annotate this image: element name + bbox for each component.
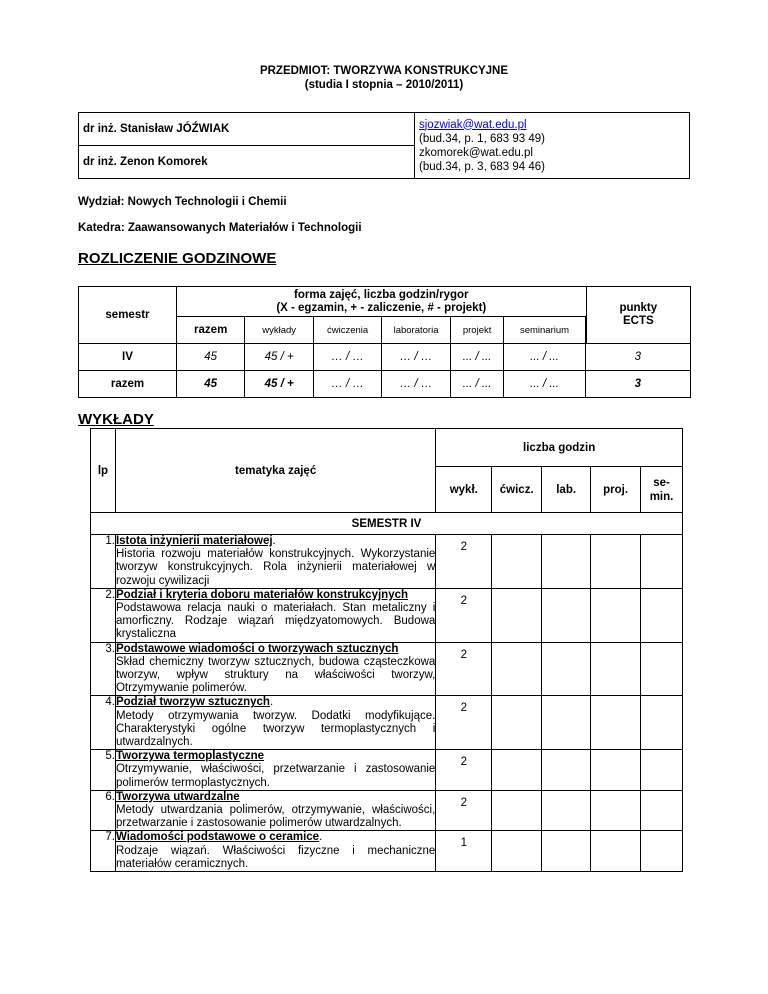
lecture-lab-cell [542, 750, 591, 791]
lecture-hours: 2 [436, 642, 492, 696]
lecture-cwicz-cell [492, 535, 542, 589]
lecture-row [91, 588, 683, 642]
lecture-number: 1. [91, 535, 116, 589]
col-semin-line2: min. [649, 490, 674, 503]
lecture-description: Rodzaje wiązań. Właściwości fizyczne i mechaniczne materiałów ceramicznych. [115, 844, 436, 870]
lecture-row [91, 642, 683, 696]
lecture-description: Metody utwardzania polimerów, otrzymywanie, właściwości, przetwarzanie i zastosowanie polimerów utwardzalnych. [115, 804, 436, 830]
lecture-title: Istota inżynierii materiałowej [115, 535, 273, 547]
col-ects [586, 287, 690, 344]
lecture-hours: 2 [436, 696, 492, 750]
col-wykl: wykł. [436, 467, 492, 513]
lecture-cwicz-cell [492, 642, 542, 696]
lecturer-2-name: dr inż. Zenon Komorek [79, 146, 415, 179]
lecture-proj-cell [591, 696, 641, 750]
lectures-section-title: WYKŁADY [78, 411, 154, 428]
lecture-title: Podział i kryteria doboru materiałów konstrukcyjnych [115, 588, 409, 601]
lecture-title: Podstawowe wiadomości o tworzywach sztucznych [115, 642, 399, 655]
document-subtitle: (studia I stopnia – 2010/2011) [304, 79, 464, 91]
row-projekt: ... / ... [450, 344, 504, 371]
lecture-hours: 2 [436, 790, 492, 831]
col-semin [641, 467, 683, 513]
lecture-row [91, 750, 683, 791]
lecture-number: 3. [91, 642, 116, 696]
row-ects: 3 [585, 344, 690, 371]
lecture-semin-cell [641, 831, 683, 872]
lecture-topic [115, 696, 435, 750]
hours-row [79, 344, 691, 371]
row-razem: 45 [176, 344, 244, 371]
lecture-row [91, 831, 683, 872]
lecture-semin-cell [641, 588, 683, 642]
lecture-number: 2. [91, 588, 116, 642]
lecture-cwicz-cell [492, 696, 542, 750]
lecture-proj-cell [591, 750, 641, 791]
lecture-title: Wiadomości podstawowe o ceramice [115, 831, 320, 844]
lecture-proj-cell [591, 790, 641, 831]
lecturer-1-email[interactable]: sjozwiak@wat.edu.pl [419, 118, 527, 131]
total-cwiczenia: … / … [313, 371, 381, 398]
lecture-semin-cell [641, 535, 683, 589]
row-laboratoria: … / … [382, 344, 450, 371]
lecturer-1-name: dr inż. Stanisław JÓŹWIAK [79, 113, 415, 146]
lecture-cwicz-cell [492, 831, 542, 872]
lecture-hours: 2 [436, 588, 492, 642]
row-semester: IV [79, 344, 177, 371]
lecture-semin-cell [641, 696, 683, 750]
lecturer-contacts [415, 113, 690, 179]
hours-row-total [79, 371, 691, 398]
lecture-hours: 2 [436, 750, 492, 791]
lecture-row [91, 535, 683, 589]
col-ects-line1: punkty [619, 302, 658, 314]
lecture-proj-cell [591, 535, 641, 589]
lecture-semin-cell [641, 750, 683, 791]
lecture-title: Tworzywa utwardzalne [115, 790, 240, 803]
lecture-description: Metody otrzymywania tworzyw. Dodatki modyfikujące. Charakterystyki ogólne tworzyw termoplastycznych i utwardzalnych. [115, 709, 436, 749]
col-hours: liczba godzin [436, 429, 683, 467]
hours-table [78, 286, 691, 398]
lecture-proj-cell [591, 642, 641, 696]
lecture-number: 4. [91, 696, 116, 750]
lecture-number: 6. [91, 790, 116, 831]
semester-label: SEMESTR IV [91, 513, 683, 535]
total-razem: 45 [176, 371, 244, 398]
lecture-topic [115, 831, 435, 872]
col-lp: lp [91, 429, 116, 513]
lecture-lab-cell [542, 790, 591, 831]
sub-wyklady: wykłady [245, 317, 313, 344]
lecture-title: Tworzywa termoplastyczne [115, 750, 265, 763]
row-wyklady: 45 / + [245, 344, 313, 371]
department-label: Katedra: Zaawansowanych Materiałów i Technologii [78, 222, 362, 234]
sub-razem: razem [176, 317, 244, 344]
col-form [176, 287, 586, 317]
hours-section-title: ROZLICZENIE GODZINOWE [78, 250, 277, 267]
faculty-label: Wydział: Nowych Technologii i Chemii [78, 196, 287, 208]
lecture-description: Skład chemiczny tworzyw sztucznych, budowa cząsteczkowa tworzyw, wpływ struktury na właściwości tworzyw, Otrzymywanie polimerów. [115, 655, 436, 695]
lecture-semin-cell [641, 642, 683, 696]
sub-laboratoria: laboratoria [382, 317, 450, 344]
lecture-lab-cell [542, 696, 591, 750]
lecture-row [91, 790, 683, 831]
lecture-hours: 1 [436, 831, 492, 872]
total-ects: 3 [585, 371, 690, 398]
total-projekt: ... / ... [450, 371, 504, 398]
col-ects-line2: ECTS [622, 315, 654, 327]
lecture-description: Podstawowa relacja nauki o materiałach. Stan metaliczny i amorficzny. Rodzaje wiązań międzyatomowych. Budowa krystaliczna [115, 602, 436, 641]
col-form-line2: (X - egzamin, + - zaliczenie, # - projekt) [276, 301, 487, 314]
lecture-lab-cell [542, 535, 591, 589]
col-lab: lab. [542, 467, 591, 513]
lecture-hours: 2 [436, 535, 492, 589]
total-seminarium: ... / ... [504, 371, 585, 398]
row-seminarium: ... / ... [504, 344, 585, 371]
lecture-lab-cell [542, 588, 591, 642]
lecture-topic [115, 642, 435, 696]
lecture-title-punct: . [272, 535, 276, 547]
lecture-cwicz-cell [492, 790, 542, 831]
row-cwiczenia: … / … [313, 344, 381, 371]
lecture-topic [115, 588, 435, 642]
lecturer-2-email: zkomorek@wat.edu.pl [419, 146, 533, 159]
lecture-cwicz-cell [492, 750, 542, 791]
lectures-table [90, 428, 683, 872]
lecture-number: 7. [91, 831, 116, 872]
lecture-row [91, 696, 683, 750]
total-wyklady: 45 / + [245, 371, 313, 398]
lecture-cwicz-cell [492, 588, 542, 642]
lecture-lab-cell [542, 642, 591, 696]
sub-projekt: projekt [450, 317, 504, 344]
total-semester: razem [79, 371, 177, 398]
lecture-proj-cell [591, 831, 641, 872]
lecture-description: Historia rozwoju materiałów konstrukcyjnych. Wykorzystanie tworzyw konstrukcyjnych. Rola inżynierii materiałowej w rozwoju cywilizacji [115, 548, 436, 587]
lecture-title-punct: . [269, 696, 274, 709]
lecture-lab-cell [542, 831, 591, 872]
lecture-title-punct: . [319, 831, 323, 844]
lecture-topic [115, 535, 435, 589]
lecture-number: 5. [91, 750, 116, 791]
col-cwicz: ćwicz. [492, 467, 542, 513]
lecture-topic [115, 790, 435, 831]
col-form-line1: forma zajęć, liczba godzin/rygor [294, 288, 469, 301]
lecture-description: Otrzymywanie, właściwości, przetwarzanie i zastosowanie polimerów termoplastycznych. [115, 763, 436, 789]
col-semester: semestr [79, 287, 177, 344]
total-laboratoria: … / … [382, 371, 450, 398]
lecture-title: Podział tworzyw sztucznych [115, 696, 270, 709]
col-topic: tematyka zajęć [115, 429, 435, 513]
lecturers-table [78, 112, 690, 179]
lecturer-1-office: (bud.34, p. 1, 683 93 49) [419, 132, 545, 145]
lecturer-2-office: (bud.34, p. 3, 683 94 46) [419, 160, 545, 173]
document-title: PRZEDMIOT: TWORZYWA KONSTRUKCYJNE [259, 65, 509, 77]
col-semin-line1: se- [653, 476, 670, 489]
lecture-semin-cell [641, 790, 683, 831]
sub-seminarium: seminarium [504, 317, 585, 344]
sub-cwiczenia: ćwiczenia [313, 317, 381, 344]
lecture-topic [115, 750, 435, 791]
lecture-proj-cell [591, 588, 641, 642]
col-proj: proj. [591, 467, 641, 513]
